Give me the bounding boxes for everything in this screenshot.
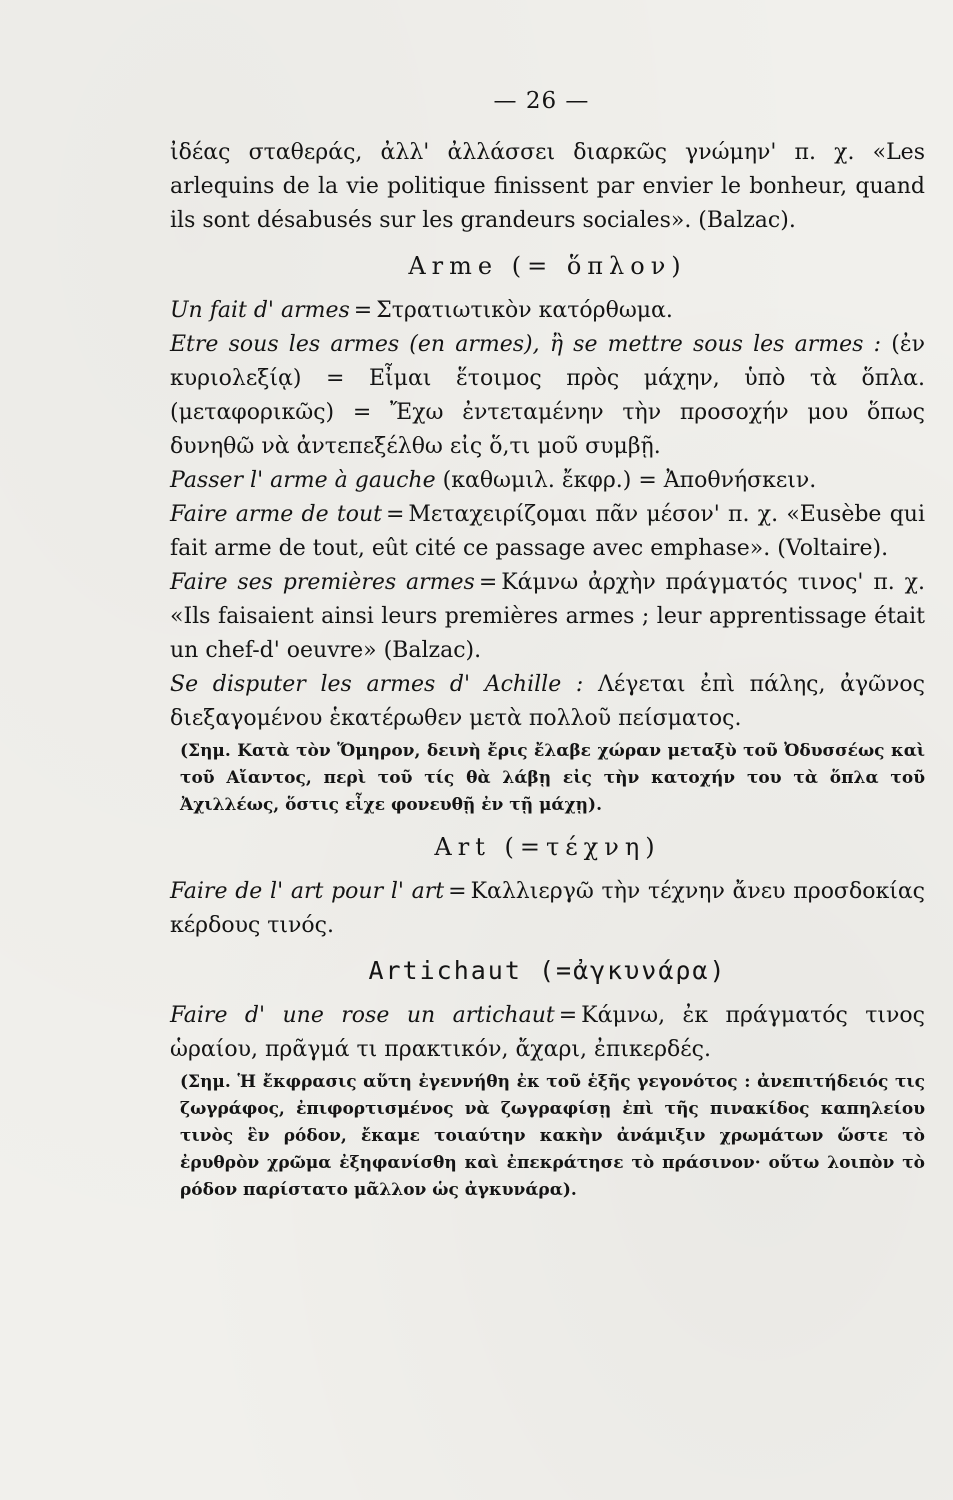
entry-definition: (ἐν κυριολεξίᾳ) = Εἶμαι ἕτοιμος πρὸς μάχην, ὑπὸ τὰ ὅπλα. (μεταφορικῶς) = Ἔχω ἐντεταμένην τὴν προσοχήν μου ὅπως δυνηθῶ νὰ ἀντεπεξέλθω εἰς ὅ,τι μοῦ συμβῇ. — [170, 332, 925, 459]
section-art — [170, 829, 925, 943]
section-arme — [170, 248, 925, 819]
entry-faire-ses-premieres-armes — [170, 566, 925, 668]
section-heading: Arme (= ὅπλον) — [408, 252, 687, 280]
entry-definition: Λέγεται ἐπὶ πάλης, ἀγῶνος διεξαγομένου ἑκατέρωθεν μετὰ πολλοῦ πείσματος. — [170, 672, 925, 731]
entry-definition: Κάμνω ἀρχὴν πράγματός τινος' π. χ. «Ils faisaient ainsi leurs premières armes ; leur apprentissage était un chef-d' oeuvre» (Balzac). — [170, 570, 925, 663]
entry-definition: Στρατιωτικὸν κατόρθωμα. — [376, 298, 673, 323]
equals-sign: = — [558, 1003, 578, 1028]
equals-sign: = — [353, 298, 373, 323]
section-heading: Art (=τέχνη) — [434, 833, 661, 861]
entry-etre-sous-les-armes — [170, 328, 925, 464]
entry-definition: Μεταχειρίζομαι πᾶν μέσον' π. χ. «Eusèbe qui fait arme de tout, eût cité ce passage avec emphase». (Voltaire). — [170, 502, 925, 561]
equals-sign: = — [478, 570, 498, 595]
page-number: — 26 — — [493, 88, 590, 114]
entry-term: Passer l' arme à gauche — [170, 468, 436, 493]
entry-term: Un fait d' armes — [170, 298, 350, 323]
entry-definition: Κάμνω, ἐκ πράγματός τινος ὡραίου, πρᾶγμά τι πρακτικόν, ἄχαρι, ἐπικερδές. — [170, 1003, 925, 1062]
entry-faire-arme-de-tout — [170, 498, 925, 566]
section-note: (Σημ. Ἡ ἔκφρασις αὕτη ἐγεννήθη ἐκ τοῦ ἑξῆς γεγονότος : ἀνεπιτήδειός τις ζωγράφος, ἐπιφορτισμένος νὰ ζωγραφίσῃ ἐπὶ τῆς πινακίδος καπηλείου τινὸς ἓν ρόδον, ἔκαμε τοιαύτην κακὴν ἀνάμιξιν χρωμάτων ὥστε τὸ ἐρυθρὸν χρῶμα ἐξηφανίσθη καὶ ἐπεκράτησε τὸ πράσινον· οὕτω λοιπὸν τὸ ρόδον παρίστατο μᾶλλον ὡς ἀγκυνάρα). — [180, 1072, 925, 1200]
entry-term: Faire arme de tout — [170, 502, 382, 527]
entry-un-fait-d-armes — [170, 294, 925, 328]
entry-passer-l-arme-a-gauche — [170, 464, 925, 498]
entry-term: Faire ses premières armes — [170, 570, 475, 595]
entry-definition: (καθωμιλ. ἔκφρ.) = Ἀποθνήσκειν. — [442, 468, 817, 493]
section-heading: Artichaut (=ἀγκυνάρα) — [368, 956, 727, 985]
equals-sign: = — [448, 879, 467, 904]
entry-definition: Καλλιεργῶ τὴν τέχνην ἄνευ προσδοκίας κέρδους τινός. — [170, 879, 925, 938]
section-artichaut — [170, 953, 925, 1204]
entry-faire-d-une-rose-un-artichaut — [170, 999, 925, 1067]
section-note: (Σημ. Κατὰ τὸν Ὅμηρον, δεινὴ ἔρις ἔλαβε χώραν μεταξὺ τοῦ Ὀδυσσέως καὶ τοῦ Αἴαντος, περὶ τοῦ τίς θὰ λάβῃ εἰς τὴν κατοχήν του τὰ ὅπλα τοῦ Ἀχιλλέως, ὅστις εἶχε φονευθῇ ἐν τῇ μάχῃ). — [180, 741, 925, 815]
entry-se-disputer-les-armes — [170, 668, 925, 736]
entry-term: Faire de l' art pour l' art — [170, 879, 445, 904]
entry-faire-de-l-art-pour-l-art — [170, 875, 925, 943]
entry-term: Etre sous les armes (en armes), ἢ se mettre sous les armes : — [170, 332, 882, 357]
intro-paragraph: ἰδέας σταθεράς, ἀλλ' ἀλλάσσει διαρκῶς γνώμην' π. χ. «Les arlequins de la vie politique finissent par envier le bonheur, quand ils sont désabusés sur les grandeurs sociales». (Balzac). — [170, 140, 925, 233]
equals-sign: = — [385, 502, 405, 527]
entry-term: Faire d' une rose un artichaut — [170, 1003, 555, 1028]
entry-term: Se disputer les armes d' Achille : — [170, 672, 584, 697]
